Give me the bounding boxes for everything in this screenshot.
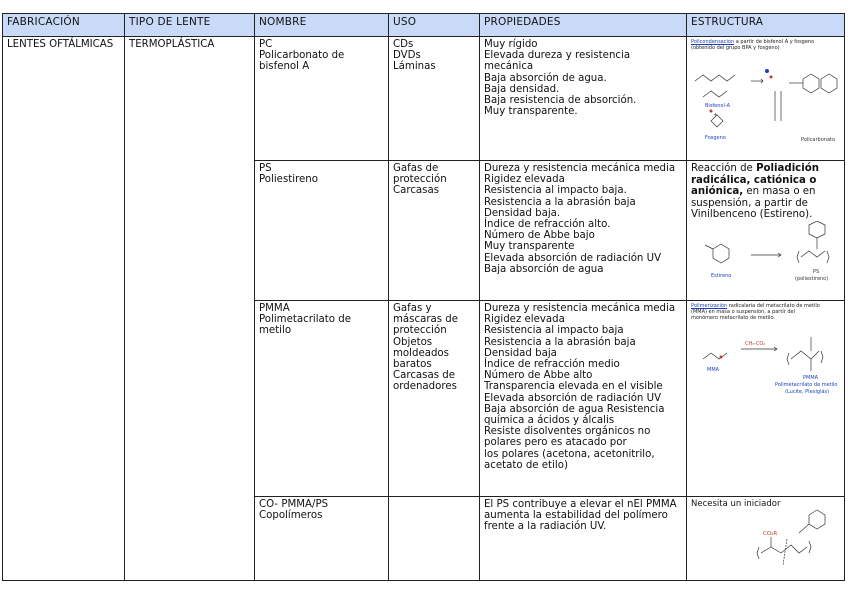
tipo-value: TERMOPLÁSTICA [129, 39, 215, 50]
fabricacion-value: LENTES OFTÁLMICAS [7, 39, 114, 50]
prop-line: Resistencia al impacto baja. [484, 185, 627, 197]
pc-structure-diagram [691, 51, 839, 147]
co-initiator-text: Necesita un iniciador [691, 499, 781, 509]
prop-line: Rigidez elevada [484, 174, 565, 186]
label-pmma: PMMA [803, 375, 819, 381]
uso-line: protección [393, 174, 447, 186]
nombre-line: Poliestireno [259, 174, 318, 186]
header-fabricacion: FABRICACIÓN [3, 14, 125, 37]
label-plus: + [713, 112, 719, 119]
prop-line: Baja absorción de agua [484, 263, 604, 275]
prop-line: Número de Abbe bajo [484, 230, 595, 242]
uso-cell-ps [389, 161, 480, 301]
prop-line: Índice de refracción medio [484, 359, 620, 371]
label-mma: MMA [707, 367, 720, 373]
prop-line: Resiste disolventes orgánicos no [484, 426, 651, 438]
nombre-cell-pmma [255, 301, 389, 497]
label-ps: PS [813, 268, 820, 275]
uso-cell-pmma [389, 301, 480, 497]
label-policarbonato: Policarbonato [801, 137, 836, 143]
prop-line: frente a la radiación UV. [484, 521, 607, 533]
prop-line: Baja resistencia de absorción. [484, 95, 637, 107]
prop-line: Elevada dureza y resistencia [484, 50, 631, 62]
label-bisfenol: Bisfenol-A [705, 103, 730, 109]
label-co2r: CO₂R [763, 531, 778, 537]
prop-line: química a ácidos y álcalis [484, 415, 615, 427]
estructura-cell-pc [687, 37, 845, 161]
ps-structure-diagram [691, 221, 839, 291]
tipo-cell [125, 37, 255, 581]
uso-line: Láminas [393, 61, 436, 73]
uso-line: DVDs [393, 50, 421, 62]
nombre-line: Polimetacrilato de [259, 314, 351, 326]
uso-line: moldeados [393, 347, 449, 359]
label-reagent: CH₃·CO₂ [745, 341, 766, 347]
nombre-line: metilo [259, 325, 292, 337]
header-estructura: ESTRUCTURA [687, 14, 845, 37]
header-propiedades: PROPIEDADES [480, 14, 687, 37]
prop-line: aumenta la estabilidad del polímero [484, 510, 668, 522]
prop-line: Índice de refracción alto. [484, 219, 611, 231]
prop-line: acetato de etilo) [484, 459, 568, 471]
nombre-line: bisfenol A [259, 61, 310, 73]
prop-line: los polares (acetona, acetonitrilo, [484, 448, 655, 460]
uso-line: Carcasas de [393, 370, 455, 382]
nombre-line: CO- PMMA/PS [259, 499, 329, 510]
prop-line: Baja absorción de agua. [484, 72, 607, 84]
nombre-cell-co [255, 497, 389, 581]
nombre-line: PC [259, 39, 273, 50]
prop-line: Dureza y resistencia mecánica media [484, 163, 676, 174]
header-nombre: NOMBRE [255, 14, 389, 37]
nombre-cell-pc [255, 37, 389, 161]
prop-line: Baja absorción de agua Resistencia [484, 403, 665, 415]
nombre-line: Copolímeros [259, 510, 323, 522]
prop-line: Muy transparente. [484, 106, 578, 118]
pmma-structure-diagram [691, 321, 839, 401]
pc-caption: Policondensación a partir de bisfenol A y fosgeno (obtenido del grupo BPA y fosgeno) [691, 39, 815, 51]
uso-line: Objetos [393, 336, 433, 348]
label-lucite: (Lucite, Plexiglás) [785, 389, 830, 395]
uso-line: baratos [393, 359, 432, 371]
prop-line: Densidad baja. [484, 207, 561, 219]
uso-line: Gafas y [393, 303, 432, 314]
prop-line: Número de Abbe alto [484, 370, 593, 382]
prop-line: Resistencia a la abrasión baja [484, 196, 636, 208]
pmma-caption: Polimerización radicalaria del metacrilato de metilo (MMA) en masa o suspensión, a partir del monómero metacrilato de metilo. [691, 303, 820, 321]
pmma-caption-link: Polimerización [691, 303, 728, 309]
propiedades-cell-ps [480, 161, 687, 301]
label-poliestireno: (poliestireno) [795, 275, 829, 282]
uso-cell-co [389, 497, 480, 581]
uso-cell-pc [389, 37, 480, 161]
header-uso: USO [389, 14, 480, 37]
estructura-cell-ps [687, 161, 845, 301]
ps-description: Reacción de Poliadición radicálica, catiónica o aniónica, en masa o en suspensión, a partir de Vinilbenceno (Estireno). [691, 163, 819, 220]
prop-line: Rigidez elevada [484, 314, 565, 326]
prop-line: Muy transparente [484, 241, 575, 253]
prop-line: Dureza y resistencia mecánica media [484, 303, 676, 314]
nombre-line: PS [259, 163, 272, 174]
header-row [3, 14, 845, 37]
propiedades-cell-pc [480, 37, 687, 161]
uso-line: Gafas de [393, 163, 439, 174]
estructura-cell-pmma [687, 301, 845, 497]
uso-line: CDs [393, 39, 414, 50]
polymer-table [2, 13, 845, 581]
prop-line: Resistencia a la abrasión baja [484, 336, 636, 348]
uso-line: máscaras de [393, 314, 459, 326]
prop-line: El PS contribuye a elevar el nEl PMMA [484, 499, 677, 510]
prop-line: mecánica [484, 61, 534, 73]
label-polimetacrilato: Polimetacrilato de metilo [775, 382, 838, 388]
pc-caption-link: Policondensación [691, 39, 735, 45]
uso-line: protección [393, 325, 447, 337]
uso-line: Carcasas [393, 185, 440, 197]
prop-line: Resistencia al impacto baja [484, 325, 624, 337]
prop-line: Elevada absorción de radiación UV [484, 252, 662, 264]
fabricacion-cell [3, 37, 125, 581]
header-tipo-lente: TIPO DE LENTE [125, 14, 255, 37]
label-fosgeno: Fosgeno [705, 135, 726, 141]
propiedades-cell-pmma [480, 301, 687, 497]
prop-line: polares pero es atacado por [484, 437, 627, 449]
nombre-line: Policarbonato de [259, 50, 345, 62]
label-estireno: Estireno [711, 272, 732, 279]
prop-line: Muy rígido [484, 39, 538, 50]
uso-line: ordenadores [393, 381, 457, 393]
estructura-cell-co [687, 497, 845, 581]
prop-line: Baja densidad. [484, 83, 560, 95]
prop-line: Elevada absorción de radiación UV [484, 392, 662, 404]
nombre-line: PMMA [259, 303, 290, 314]
propiedades-cell-co [480, 497, 687, 581]
nombre-cell-ps [255, 161, 389, 301]
table-row-pc [3, 37, 845, 161]
prop-line: Densidad baja [484, 347, 557, 359]
co-structure-diagram [691, 509, 839, 571]
prop-line: Transparencia elevada en el visible [484, 381, 663, 393]
